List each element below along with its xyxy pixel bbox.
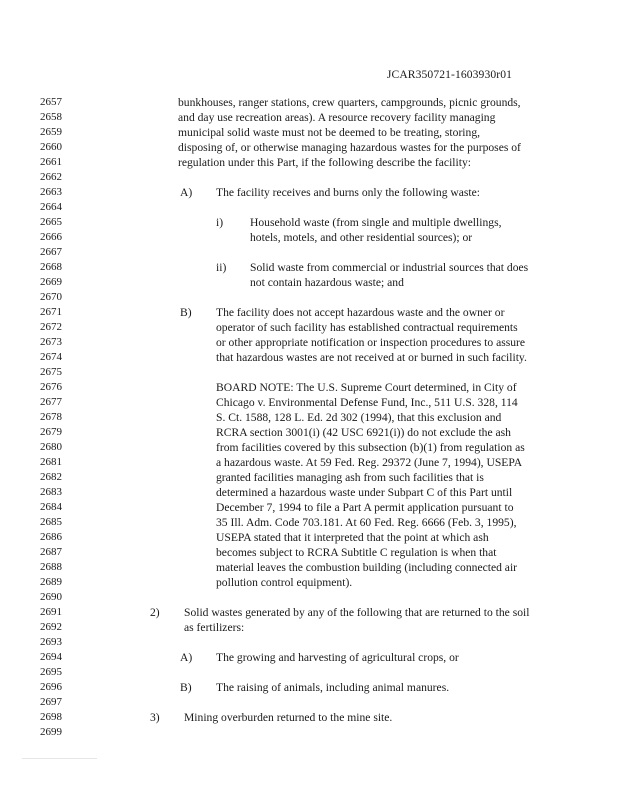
item-marker: A) <box>180 186 193 199</box>
body-line: disposing of, or otherwise managing hazardous wastes for the purposes of <box>178 141 521 154</box>
line-number: 2670 <box>40 291 62 303</box>
body-line: and day use recreation areas). A resource recovery facility managing <box>178 111 496 124</box>
line-number: 2682 <box>40 471 62 483</box>
item-text: The raising of animals, including animal manures. <box>216 681 450 694</box>
item-marker: A) <box>180 651 193 664</box>
regulation-text <box>0 95 624 740</box>
footer-divider <box>22 758 97 759</box>
item-marker: B) <box>180 306 192 319</box>
line-number: 2683 <box>40 486 62 498</box>
line-number: 2666 <box>40 231 62 243</box>
board-note-line: granted facilities managing ash from such facilities that is <box>216 471 484 484</box>
line-number: 2676 <box>40 381 62 393</box>
paragraph-text: Solid wastes generated by any of the following that are returned to the soil <box>184 606 530 619</box>
item-text: or other appropriate notification or inspection procedures to assure <box>216 336 526 349</box>
board-note-line: becomes subject to RCRA Subtitle C regulation is when that <box>216 546 497 559</box>
line-number: 2677 <box>40 396 62 408</box>
line-number: 2657 <box>40 96 62 108</box>
line-number: 2693 <box>40 636 62 648</box>
line-number: 2690 <box>40 591 62 603</box>
line-number: 2695 <box>40 666 62 678</box>
line-number: 2665 <box>40 216 62 228</box>
line-number: 2689 <box>40 576 62 588</box>
line-number: 2685 <box>40 516 62 528</box>
item-text: not contain hazardous waste; and <box>250 276 404 289</box>
item-text: Household waste (from single and multiple dwellings, <box>250 216 502 229</box>
item-text: that hazardous wastes are not received at or burned in such facility. <box>216 351 527 364</box>
board-note-line: a hazardous waste. At 59 Fed. Reg. 29372 (June 7, 1994), USEPA <box>216 456 523 469</box>
line-number: 2658 <box>40 111 62 123</box>
item-text: The facility receives and burns only the following waste: <box>216 186 481 199</box>
board-note-line: BOARD NOTE: The U.S. Supreme Court determined, in City of <box>216 381 517 394</box>
line-number: 2694 <box>40 651 62 663</box>
board-note-line: December 7, 1994 to file a Part A permit application pursuant to <box>216 501 514 514</box>
line-number: 2663 <box>40 186 62 198</box>
item-marker: ii) <box>216 261 227 274</box>
line-number: 2660 <box>40 141 62 153</box>
line-number: 2678 <box>40 411 62 423</box>
body-line: regulation under this Part, if the following describe the facility: <box>178 156 471 169</box>
board-note-line: pollution control equipment). <box>216 576 353 589</box>
item-text: The facility does not accept hazardous waste and the owner or <box>216 306 505 319</box>
line-number: 2673 <box>40 336 62 348</box>
line-number: 2671 <box>40 306 62 318</box>
line-number: 2681 <box>40 456 62 468</box>
line-number: 2674 <box>40 351 62 363</box>
body-line: bunkhouses, ranger stations, crew quarters, campgrounds, picnic grounds, <box>178 96 521 109</box>
paragraph-text: Mining overburden returned to the mine site. <box>184 711 393 724</box>
body-line: municipal solid waste must not be deemed to be treating, storing, <box>178 126 481 139</box>
board-note-line: Chicago v. Environmental Defense Fund, Inc., 511 U.S. 328, 114 <box>216 396 518 409</box>
line-number: 2692 <box>40 621 62 633</box>
line-number: 2669 <box>40 276 62 288</box>
paragraph-text: as fertilizers: <box>184 621 245 634</box>
line-number: 2696 <box>40 681 62 693</box>
item-text: operator of such facility has established contractual requirements <box>216 321 518 334</box>
line-number: 2699 <box>40 726 62 738</box>
item-text: hotels, motels, and other residential sources); or <box>250 231 473 244</box>
line-number: 2679 <box>40 426 62 438</box>
line-number: 2662 <box>40 171 62 183</box>
line-number: 2687 <box>40 546 62 558</box>
line-number: 2667 <box>40 246 62 258</box>
document-id: JCAR350721-1603930r01 <box>386 68 512 81</box>
line-number: 2697 <box>40 696 62 708</box>
board-note-line: S. Ct. 1588, 128 L. Ed. 2d 302 (1994), that this exclusion and <box>216 411 502 424</box>
board-note-line: determined a hazardous waste under Subpart C of this Part until <box>216 486 513 499</box>
line-number: 2698 <box>40 711 62 723</box>
item-marker: i) <box>216 216 224 229</box>
board-note-line: material leaves the combustion building (including connected air <box>216 561 518 574</box>
board-note-line: 35 Ill. Adm. Code 703.181. At 60 Fed. Reg. 6666 (Feb. 3, 1995), <box>216 516 517 529</box>
line-number: 2661 <box>40 156 62 168</box>
line-number: 2691 <box>40 606 62 618</box>
board-note-line: from facilities covered by this subsection (b)(1) from regulation as <box>216 441 525 454</box>
line-number: 2659 <box>40 126 62 138</box>
line-number: 2680 <box>40 441 62 453</box>
line-number: 2668 <box>40 261 62 273</box>
item-text: The growing and harvesting of agricultural crops, or <box>216 651 459 664</box>
line-number: 2672 <box>40 321 62 333</box>
line-number: 2675 <box>40 366 62 378</box>
item-text: Solid waste from commercial or industrial sources that does <box>250 261 529 274</box>
paragraph-marker: 2) <box>150 606 160 619</box>
line-number: 2664 <box>40 201 62 213</box>
board-note-line: RCRA section 3001(i) (42 USC 6921(i)) do not exclude the ash <box>216 426 511 439</box>
paragraph-marker: 3) <box>150 711 160 724</box>
board-note-line: USEPA stated that it interpreted that the point at which ash <box>216 531 489 544</box>
line-number: 2686 <box>40 531 62 543</box>
line-number: 2688 <box>40 561 62 573</box>
line-number: 2684 <box>40 501 62 513</box>
item-marker: B) <box>180 681 192 694</box>
